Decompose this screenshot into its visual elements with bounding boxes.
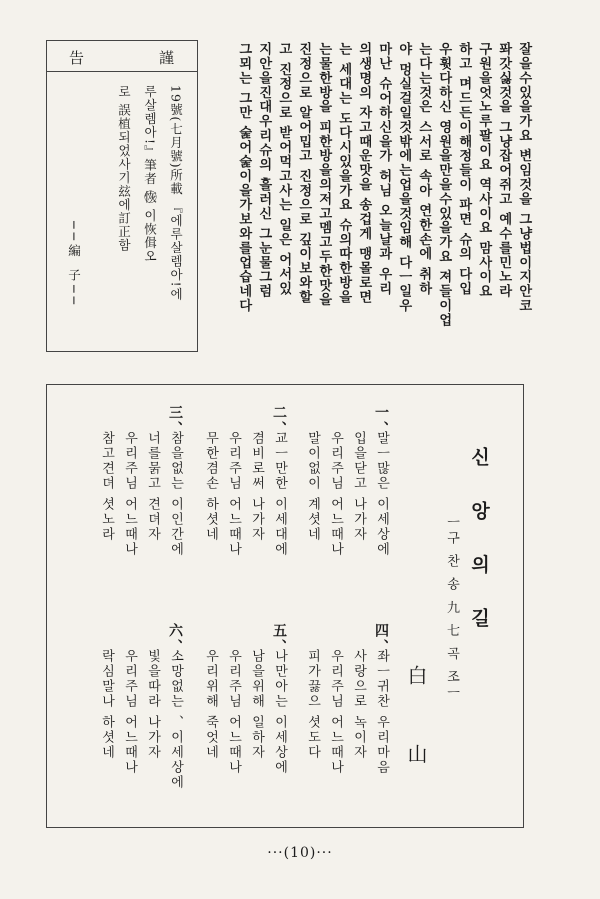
prose-line: 진정으로 알어밉고 진정으로 깊이보와할 bbox=[296, 42, 312, 305]
page-number: ···(10)··· bbox=[267, 845, 333, 861]
stanza-line: 우리주님 어느때나 bbox=[226, 431, 241, 558]
stanza-line: 교ㅡ만한 이세대에 bbox=[272, 431, 287, 558]
prose-line: 마난 슈어하신을가 허님 오늘날과 우리 bbox=[376, 42, 392, 296]
stanza-line: 참고견뎌 셧노라 bbox=[99, 431, 114, 543]
stanza-line: 우리주님 어느때나 bbox=[328, 431, 343, 558]
notice-line: 로 誤植되었사기玆에訂正함 bbox=[116, 85, 132, 252]
notice-heading-char: 謹 bbox=[159, 49, 175, 67]
stanza-line: 우리주님 어느때나 bbox=[328, 649, 343, 776]
prose-line: 고 진정으로 받어먹고사는 일은 어서있 bbox=[276, 42, 292, 296]
notice-header bbox=[47, 41, 197, 72]
stanza-number: 四、 bbox=[373, 623, 389, 655]
prose-line: 는다는것은 스서로 속아 연한손에 취하 bbox=[416, 42, 432, 296]
prose-line: 하고 며드든이해정들이 파면 슈의 다입 bbox=[456, 42, 472, 296]
stanza-line: 우리주님 어느때나 bbox=[226, 649, 241, 776]
poem-box bbox=[46, 384, 524, 828]
stanza-line: 우리위해 죽엇네 bbox=[203, 649, 218, 761]
stanza-line: 너를묽고 견뎌자 bbox=[145, 431, 160, 543]
stanza-line: 좌ㅡ귀찬 우리마음 bbox=[374, 649, 389, 776]
stanza-line: 말ㅡ많은 이세상에 bbox=[374, 431, 389, 558]
stanza-number: 六、 bbox=[167, 623, 183, 655]
poem-title: 신 앙 의 길 bbox=[468, 447, 490, 641]
notice-line: 루살렘아!』筆者 恢⃝ 이恢偮오 bbox=[142, 85, 158, 263]
stanza-line: 입을닫고 나가자 bbox=[351, 431, 366, 543]
notice-line: 19號(七月號)所載 『에루살렘아!에 bbox=[168, 85, 184, 302]
stanza-number: 二、 bbox=[271, 405, 287, 437]
stanza-line: 나만아는 이세상에 bbox=[272, 649, 287, 776]
poem-author: 白 山 bbox=[404, 665, 428, 790]
prose-line: 야 멍실걸일것밖에는업을것임해 다ㅡ일우 bbox=[396, 42, 412, 313]
notice-signature: ──編 子── bbox=[66, 221, 82, 309]
stanza-line: 빛을따라 나가자 bbox=[145, 649, 160, 761]
stanza-line: 우리주님 어느때나 bbox=[122, 431, 137, 558]
prose-line: 그뫼는 그만 숥어숥이을가보와를업습네다 bbox=[236, 42, 252, 313]
stanza-number: 五、 bbox=[271, 623, 287, 655]
stanza-line: 참을없는 이인간에 bbox=[168, 431, 183, 558]
prose-line: 우휫다하신 영원을만을수있을가요 져들이업 bbox=[436, 42, 452, 328]
stanza-line: 남을위해 일하자 bbox=[249, 649, 264, 761]
stanza-line: 겸비로써 나가자 bbox=[249, 431, 264, 543]
prose-line: 잘을수있을가요 변임것을 그냥법이지안코 bbox=[516, 42, 532, 313]
stanza-line: 무한겸손 하셧네 bbox=[203, 431, 218, 543]
prose-line: 는 세대는 도다시있을가요 슈의따한방을 bbox=[336, 42, 352, 305]
stanza-line: 락심말나 하셧네 bbox=[99, 649, 114, 761]
stanza-line: 우리주님 어느때나 bbox=[122, 649, 137, 776]
stanza-number: 一、 bbox=[373, 405, 389, 437]
prose-line: 의생명의 자고때운맛을 송겁게 맹몰로면 bbox=[356, 42, 372, 305]
stanza-line: 사랑으로 녹이자 bbox=[351, 649, 366, 761]
prose-line: 구원을엇노루팔이요 역사이요 맘사이요 bbox=[476, 42, 492, 299]
stanza-number: 三、 bbox=[167, 405, 183, 437]
prose-line: 지안을진대우리슈의 흘러신 그눈물그럼 bbox=[256, 42, 272, 299]
prose-line: 는물한방을 피한방을의저고멤고두한맛을 bbox=[316, 42, 332, 307]
poem-subtitle: ㅡ구 찬 송 九 七 곡 조ㅡ bbox=[444, 515, 459, 702]
notice-box bbox=[46, 40, 198, 352]
stanza-line: 말이없이 계셧네 bbox=[305, 431, 320, 543]
prose-line: 퐈갓싫것을 그냥잡어쥐고 예수를민노라 bbox=[496, 42, 512, 299]
notice-heading-char: 告 bbox=[69, 49, 85, 67]
stanza-line: 소망없는 、이세상에 bbox=[168, 649, 183, 791]
stanza-line: 피가끓으 셧도다 bbox=[305, 649, 320, 761]
